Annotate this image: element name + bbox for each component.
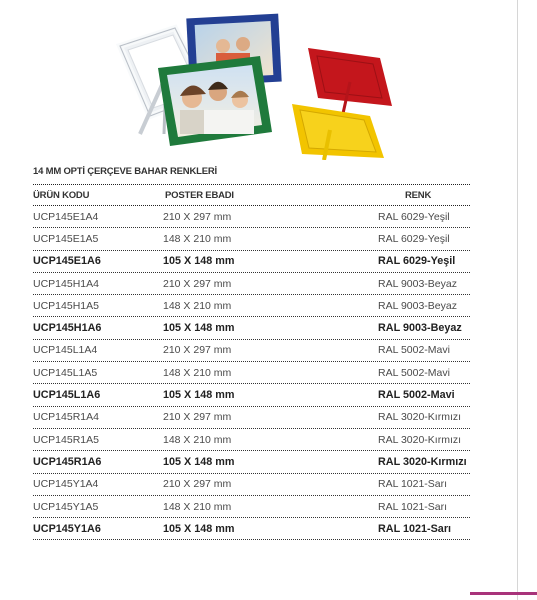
color-cell: RAL 6029-Yeşil [378, 210, 450, 223]
color-cell: RAL 1021-Sarı [378, 478, 448, 491]
product-code-cell: UCP145R1A4 [33, 411, 99, 424]
color-cell: RAL 1021-Sarı [378, 522, 452, 535]
product-code-cell: UCP145L1A6 [33, 389, 101, 402]
product-code-cell: UCP145E1A4 [33, 210, 99, 223]
product-code-cell: UCP145R1A5 [33, 433, 99, 446]
table-row [33, 496, 470, 518]
table-header [33, 184, 470, 206]
page-edge-rule [517, 0, 518, 600]
table-row [33, 474, 470, 496]
table-row [33, 407, 470, 429]
product-code-cell: UCP145L1A5 [33, 366, 98, 379]
poster-size-cell: 105 X 148 mm [163, 522, 235, 535]
color-cell: RAL 9003-Beyaz [378, 322, 462, 335]
product-code-cell: UCP145H1A4 [33, 277, 99, 290]
table-row [33, 206, 470, 228]
product-code-cell: UCP145Y1A4 [33, 478, 99, 491]
product-code-cell: UCP145H1A6 [33, 322, 102, 335]
table-row [33, 362, 470, 384]
poster-size-cell: 105 X 148 mm [163, 455, 235, 468]
poster-size-cell: 105 X 148 mm [163, 389, 235, 402]
poster-size-cell: 210 X 297 mm [163, 411, 232, 424]
header-product-code: ÜRÜN KODU [33, 189, 90, 201]
yellow-frame [292, 104, 384, 160]
table-row [33, 451, 470, 473]
green-frame [158, 56, 272, 146]
table-row [33, 251, 470, 273]
product-table [33, 184, 470, 540]
poster-size-cell: 148 X 210 mm [163, 500, 232, 513]
product-photo [80, 6, 400, 160]
color-cell: RAL 5002-Mavi [378, 366, 450, 379]
product-code-cell: UCP145E1A5 [33, 232, 99, 245]
product-code-cell: UCP145Y1A6 [33, 522, 101, 535]
table-body [33, 206, 470, 540]
table-row [33, 295, 470, 317]
color-cell: RAL 6029-Yeşil [378, 232, 450, 245]
poster-size-cell: 210 X 297 mm [163, 277, 232, 290]
color-cell: RAL 5002-Mavi [378, 389, 455, 402]
product-code-cell: UCP145L1A4 [33, 344, 98, 357]
table-row [33, 273, 470, 295]
poster-size-cell: 148 X 210 mm [163, 433, 232, 446]
product-code-cell: UCP145H1A5 [33, 299, 99, 312]
table-row [33, 429, 470, 451]
color-cell: RAL 5002-Mavi [378, 344, 450, 357]
color-cell: RAL 6029-Yeşil [378, 255, 456, 268]
color-cell: RAL 1021-Sarı [378, 500, 448, 513]
color-cell: RAL 9003-Beyaz [378, 277, 457, 290]
header-color: RENK [405, 189, 432, 201]
poster-size-cell: 210 X 297 mm [163, 210, 232, 223]
table-row [33, 384, 470, 406]
header-poster-size: POSTER EBADI [165, 189, 234, 201]
table-row [33, 340, 470, 362]
corner-accent-bar [470, 592, 537, 595]
product-code-cell: UCP145E1A6 [33, 255, 101, 268]
table-row [33, 518, 470, 540]
table-row [33, 317, 470, 339]
poster-size-cell: 148 X 210 mm [163, 366, 232, 379]
color-cell: RAL 3020-Kırmızı [378, 433, 462, 446]
color-cell: RAL 3020-Kırmızı [378, 411, 462, 424]
poster-size-cell: 210 X 297 mm [163, 344, 232, 357]
poster-size-cell: 148 X 210 mm [163, 232, 232, 245]
poster-size-cell: 105 X 148 mm [163, 322, 235, 335]
section-title: 14 MM OPTİ ÇERÇEVE BAHAR RENKLERİ [33, 166, 217, 177]
red-frame [308, 48, 392, 118]
poster-size-cell: 210 X 297 mm [163, 478, 232, 491]
color-cell: RAL 9003-Beyaz [378, 299, 457, 312]
poster-size-cell: 105 X 148 mm [163, 255, 235, 268]
product-code-cell: UCP145R1A6 [33, 455, 102, 468]
poster-size-cell: 148 X 210 mm [163, 299, 232, 312]
product-code-cell: UCP145Y1A5 [33, 500, 99, 513]
table-row [33, 228, 470, 250]
color-cell: RAL 3020-Kırmızı [378, 455, 467, 468]
